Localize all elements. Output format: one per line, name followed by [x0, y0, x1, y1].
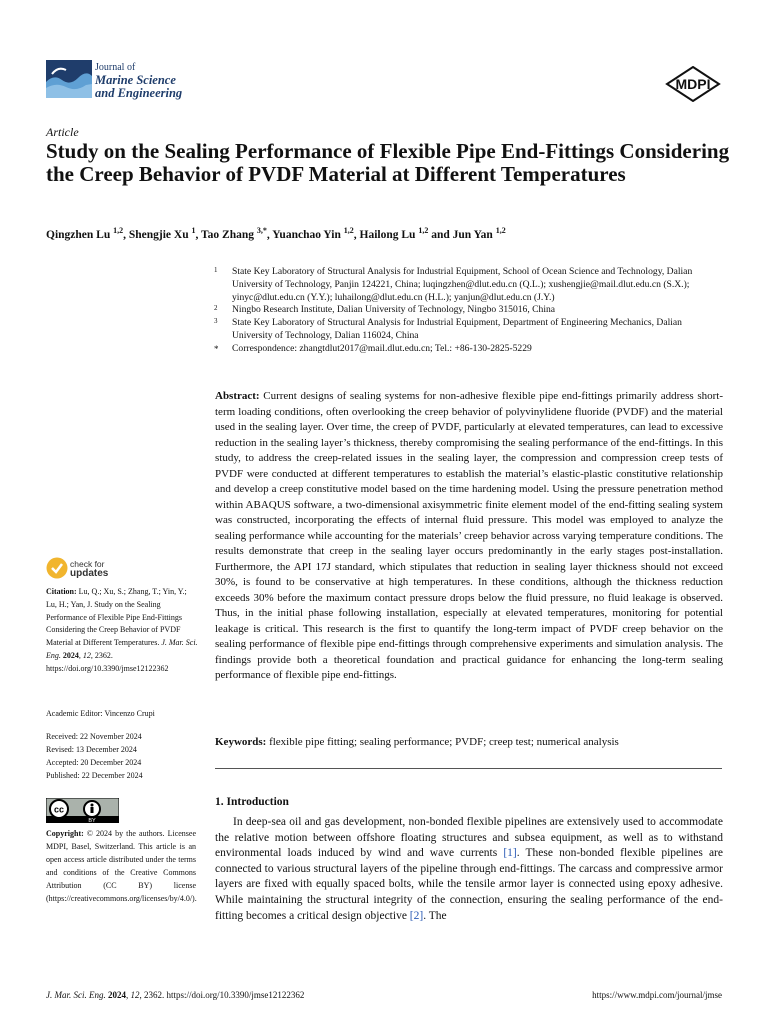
author-list: Qingzhen Lu $^{1,2}$, Shengjie Xu $^1$, Tao Zhang $^{3,*}$, Yuanchao Yin $^{1,2}$, Hailong Lu $^{1,2}$ and Jun Yan $^{1,2}$ [46, 226, 506, 241]
intro-text-2: . These non-bonded flexible pipelines are connected to various structural layers of the pipeline through end-fittings. The carcass and compressive armor layers are fixed with equally spaced bolts, while the tensile armor layer is connected using epoxy adhesive. While maintaining the structural integrity of the connection, ensuring the sealing performance of the end-fitting becomes a critical design objective [215, 847, 723, 922]
affiliation-item [214, 266, 724, 304]
abstract [215, 389, 723, 684]
introduction-paragraph [215, 815, 723, 924]
journal-logo-icon [46, 60, 92, 98]
publisher-name: MDPI [675, 76, 711, 92]
date-item: Accepted: 20 December 2024 [46, 757, 142, 767]
journal-prefix: Journal of [95, 62, 136, 73]
citation-text: Lu, Q.; Xu, S.; Zhang, T.; Yin, Y.; Lu, H.; Yan, J. Study on the Sealing Performance of Flexible Pipe End-Fittings Considering the Creep Behavior of PVDF Material at Different Temperatures. [46, 587, 187, 648]
affiliation-text: State Key Laboratory of Structural Analysis for Industrial Equipment, School of Ocean Science and Technology, Dalian University of Technology, Panjin 124221, China; luqingzhen@dlut.edu.cn (Q.L.); xushengjie@mail.dlut.edu.cn (S.X.); yinyc@dlut.edu.cn (Y.Y.); luhailong@dlut.edu.cn (H.L.); yanjun@dlut.edu.cn (J.Y.) [232, 266, 693, 303]
affiliation-text: Correspondence: zhangtdlut2017@mail.dlut.edu.cn; Tel.: +86-130-2825-5229 [232, 342, 532, 354]
affiliation-number: 1 [214, 266, 218, 274]
check-for-updates-link[interactable] [70, 559, 108, 579]
affiliation-number: * [214, 343, 219, 354]
mdpi-logo-icon [664, 66, 722, 102]
author-name[interactable]: Yuanchao Yin [272, 228, 344, 241]
citation-journal: J. Mar. Sci. Eng. [46, 638, 198, 660]
affiliation-number: 2 [214, 304, 218, 313]
check-updates-line1: check for [70, 559, 105, 569]
affiliation-item [214, 317, 724, 343]
author-name[interactable]: Hailong Lu [359, 228, 419, 241]
affiliation-item [214, 304, 724, 317]
check-updates-line2: updates [70, 568, 109, 579]
article-dates [46, 731, 143, 783]
article-type: Article [46, 125, 79, 139]
check-updates-icon[interactable] [46, 556, 68, 580]
date-item: Revised: 13 December 2024 [46, 744, 137, 754]
citation-volume: 12 [82, 650, 91, 660]
footer-year: 2024 [108, 990, 126, 1000]
intro-text-1: In deep-sea oil and gas development, non-bonded flexible pipelines are extensively used to accommodate the relative motion between offshore floating structures and subsea equipment, as well as to withstand environmental loads induced by wind and wave currents [215, 816, 723, 860]
abstract-text: Current designs of sealing systems for non-adhesive flexible pipe end-fittings primarily address short-term loading conditions, often overlooking the creep behavior of polyvinylidene fluoride (PVDF) and the material used in the sealing layer. Over time, the creep of PVDF, particularly at elevated temperatures, can lead to excessive reduction in the sealing layer’s thickness, thereby compromising the sealing performance of the end-fittings. In this study, to address the creep-related issues in the sealing layer, the compression and compression creep tests of PVDF were conducted at different temperatures to establish the material’s elastic-plastic constitutive relationship and develop a creep constitutive model based on the time hardening model. Using the pressure penetration method within ABAQUS software, a two-dimensional axisymmetric finite element model of the end-fitting sealing system was constructed, incorporating the effects of internal fluid pressure. This model was employed to analyze the sealing performance while accounting for the materials’ creep behavior across varying temperature conditions. The results demonstrate that creep in the sealing layer occurs predominantly in the early stages post-installation. Furthermore, the API 17J standard, which stipulates that reduction in sealing layer thickness should not exceed 30%, is found to be conservative at high temperatures. In these conditions, although the thickness reduction exceeds 30% before the maximum contact pressure drops below the fluid pressure, no fluid leakage is observed. Thus, in the initial phase following installation, especially at elevated temperatures, monitoring for potential leakage is critical. This research is the first to quantify the long-term impact of PVDF creep behavior on the sealing performance of flexible pipe end-fittings through comprehensive experiments and simulation analysis. The findings provide both a theoretical foundation and practical guidance for enhancing the long-term sealing performance of flexible pipe end-fittings. [215, 390, 723, 681]
footer-journal: J. Mar. Sci. Eng. [46, 990, 106, 1000]
author-affiliation-marker: 1,2 [418, 226, 429, 235]
section-divider [215, 768, 722, 769]
date-item: Received: 22 November 2024 [46, 732, 142, 741]
keywords-text: flexible pipe fitting; sealing performance; PVDF; creep test; numerical analysis [269, 736, 619, 748]
author-affiliation-marker: 3,* [256, 226, 267, 235]
date-item: Published: 22 December 2024 [46, 770, 143, 780]
affiliation-item [214, 343, 724, 356]
footer-doi[interactable]: , 2362. https://doi.org/10.3390/jmse12122362 [139, 990, 305, 1000]
copyright-notice [46, 828, 196, 905]
affiliation-text: Ningbo Research Institute, Dalian University of Technology, Ningbo 315016, China [232, 304, 556, 316]
svg-text:cc: cc [53, 804, 65, 815]
author-name[interactable]: Shengjie Xu [128, 228, 192, 241]
author-affiliation-marker: 1,2 [113, 226, 124, 235]
footer-volume: 12 [130, 990, 140, 1000]
cc-by-label: BY [88, 818, 96, 823]
affiliation-text: State Key Laboratory of Structural Analysis for Industrial Equipment, Department of Engineering Mechanics, Dalian University of Technology, Dalian 116024, China [232, 317, 682, 341]
footer-citation: J. Mar. Sci. Eng. 2024, 12, 2362. https://doi.org/10.3390/jmse12122362 [46, 990, 305, 1000]
journal-title-line2: and Engineering [95, 86, 183, 100]
article-title: Study on the Sealing Performance of Flexible Pipe End-Fittings Considering the Creep Behavior of PVDF Material at Different Temperatures [46, 139, 730, 186]
author-name[interactable]: Qingzhen Lu [46, 228, 114, 241]
author-affiliation-marker: 1,2 [495, 226, 506, 235]
citation-doi[interactable]: , 2362. https://doi.org/10.3390/jmse12122362 [46, 650, 169, 673]
keywords-label: Keywords: [215, 736, 267, 748]
keywords [215, 736, 723, 748]
intro-text-3: . The [423, 909, 447, 922]
section-heading: 1. Introduction [215, 796, 289, 808]
citation-label: Citation: [46, 587, 77, 596]
author-affiliation-marker: 1 [191, 226, 196, 235]
copyright-label: Copyright: [46, 829, 84, 838]
affiliations [214, 266, 724, 356]
journal-name [95, 61, 182, 100]
author-affiliation-marker: 1,2 [343, 226, 354, 235]
reference-link[interactable]: [1] [503, 847, 517, 860]
journal-title-line1: Marine Science [95, 73, 176, 87]
author-name[interactable]: Jun Yan [452, 228, 496, 241]
citation: Citation: Lu, Q.; Xu, S.; Zhang, T.; Yin, Y.; Lu, H.; Yan, J. Study on the Sealing Performance of Flexible Pipe End-Fittings Considering the Creep Behavior of PVDF Material at Different Temperatures. J. Mar. Sci. Eng. 2024, 12, 2362. https://doi.org/10.3390/jmse12122362 [46, 587, 198, 673]
author-name[interactable]: Tao Zhang [201, 228, 257, 241]
footer-journal-url[interactable]: https://www.mdpi.com/journal/jmse [592, 990, 722, 1000]
academic-editor: Academic Editor: Vincenzo Crupi [46, 709, 155, 718]
cc-by-license-icon[interactable] [46, 798, 119, 823]
affiliation-number: 3 [214, 317, 218, 326]
abstract-label: Abstract: [215, 390, 260, 402]
copyright-text: © 2024 by the authors. Licensee MDPI, Basel, Switzerland. This article is an open access article distributed under the terms and conditions of the Creative Commons Attribution (CC BY) license (https://creativecommons.org/licenses/by/4.0/). [46, 829, 197, 903]
citation-year: 2024 [62, 650, 79, 660]
reference-link[interactable]: [2] [409, 909, 424, 922]
